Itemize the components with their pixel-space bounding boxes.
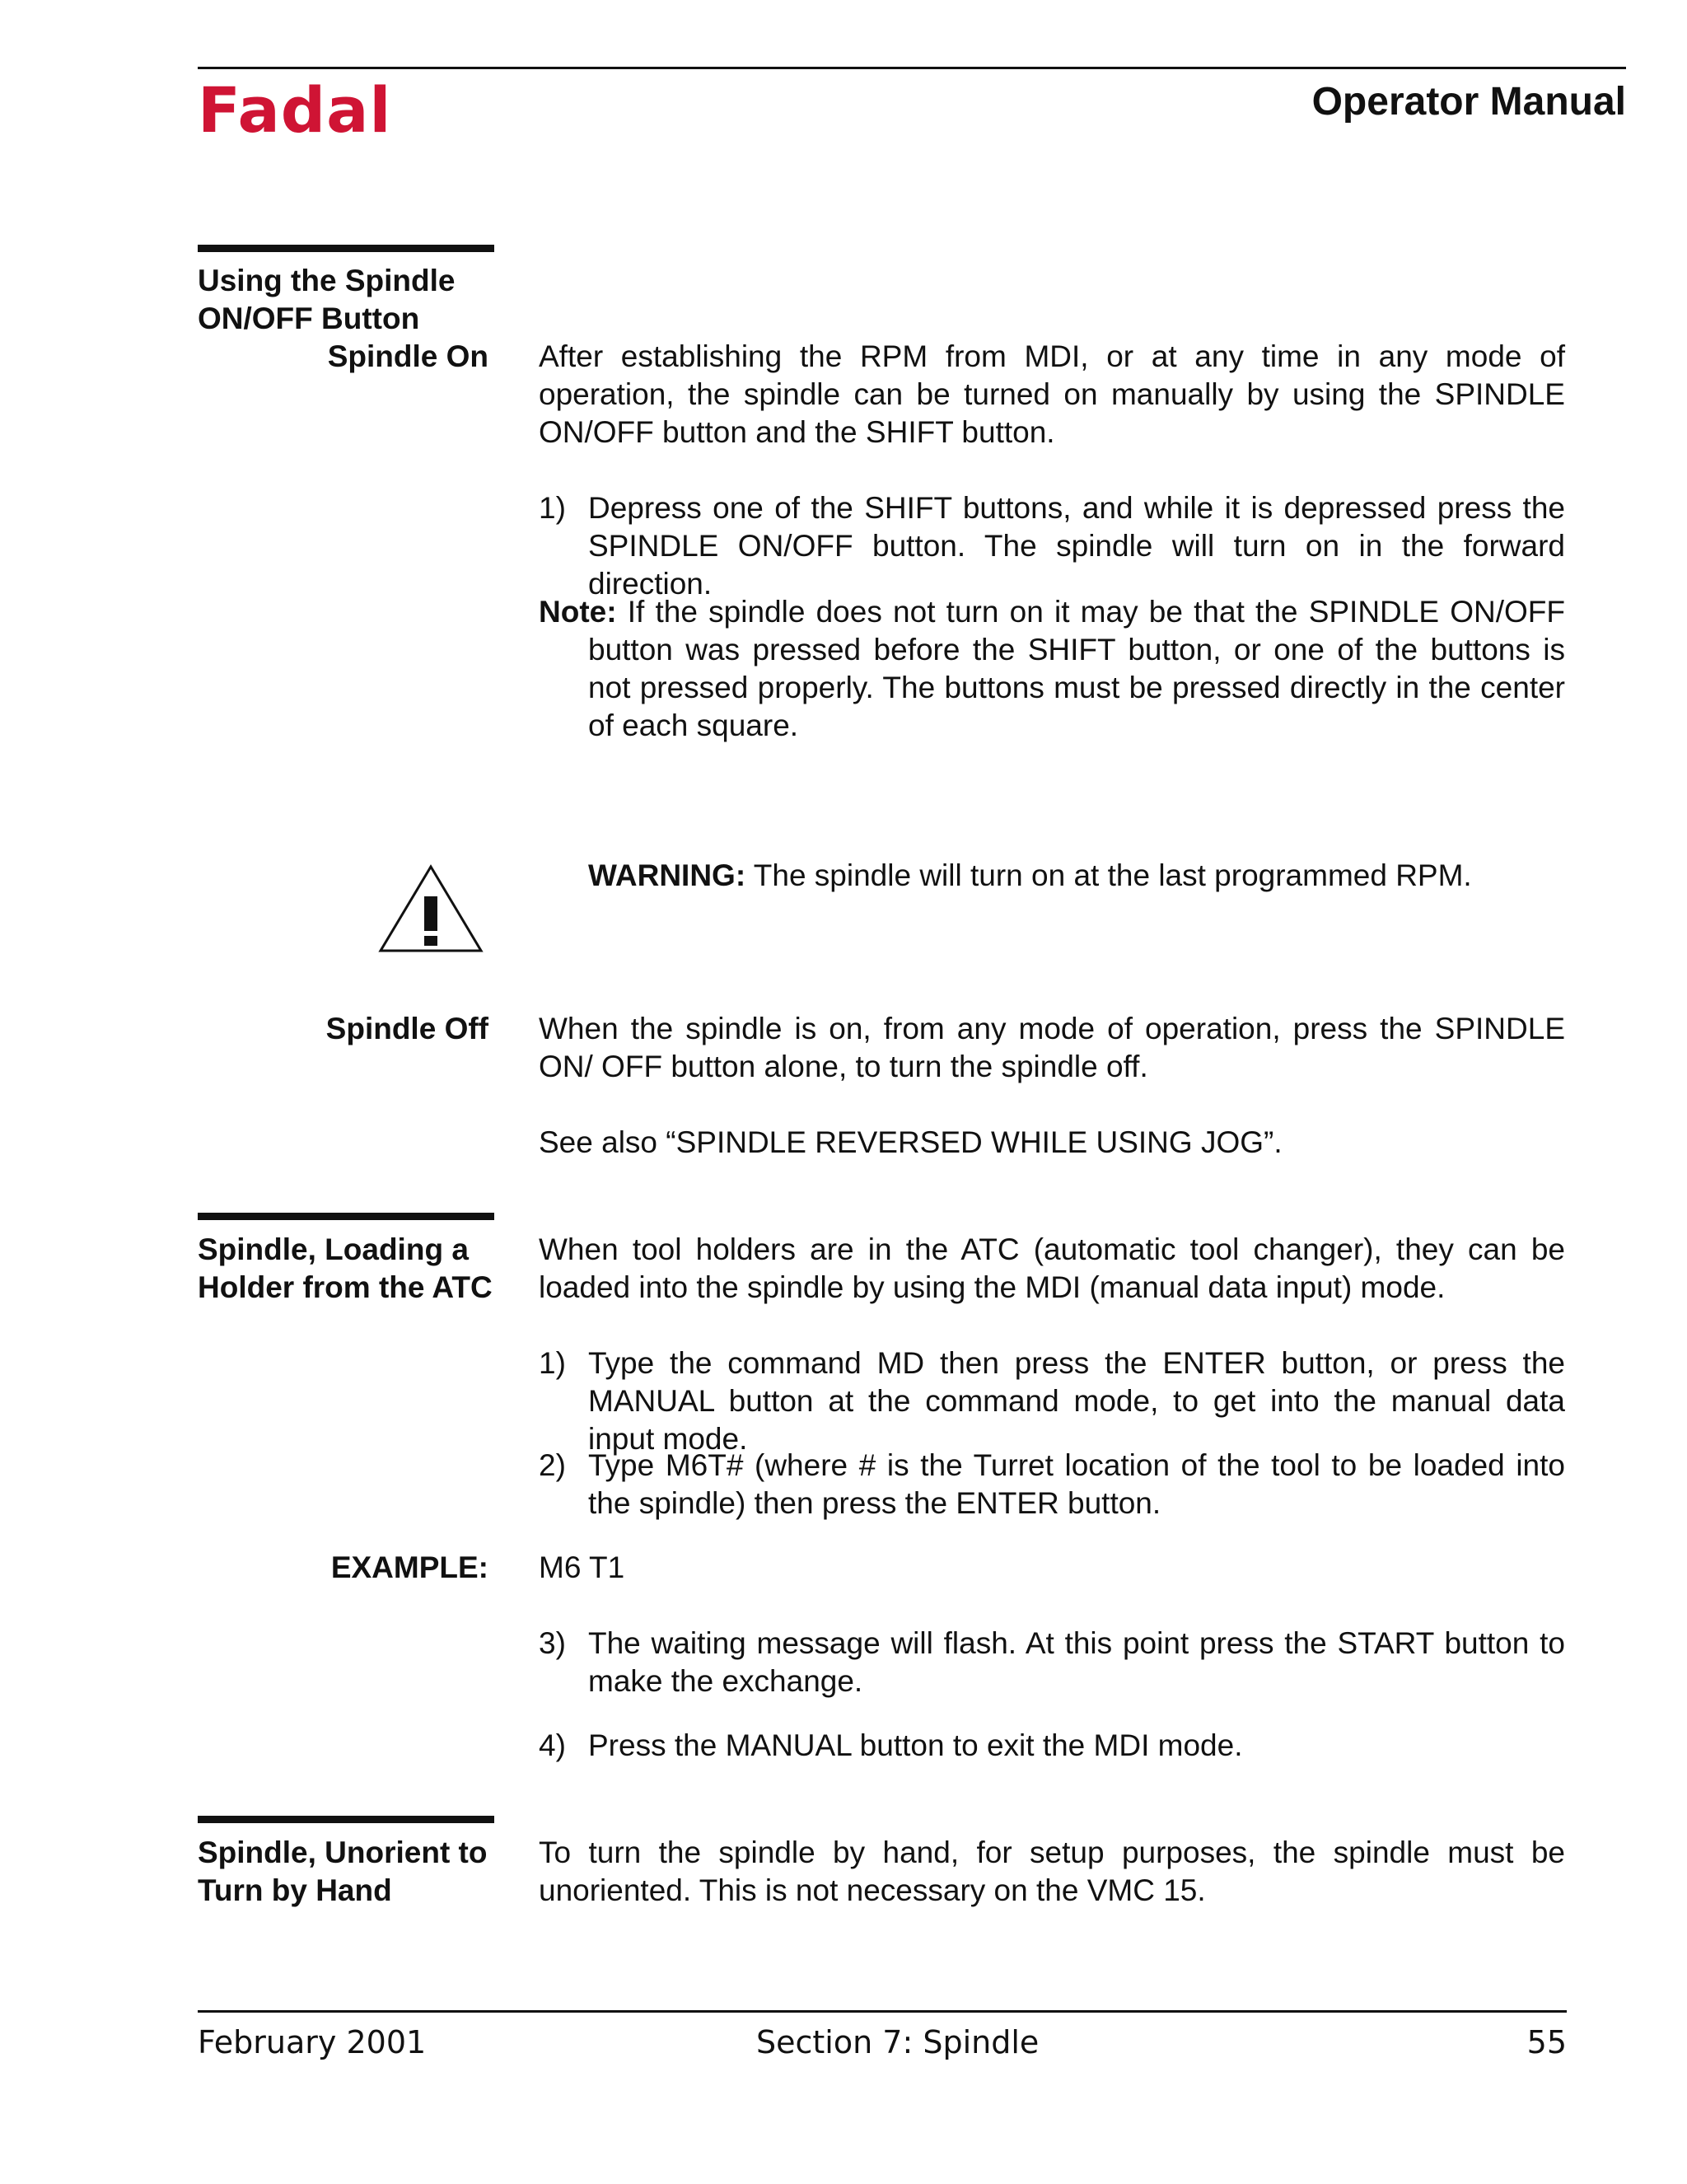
list-text: Type the command MD then press the ENTER button, or press the MANUAL button at the command mode, to get into the manual data input mode.	[588, 1346, 1565, 1456]
section-rule	[198, 1213, 494, 1220]
note-paragraph	[539, 593, 1565, 745]
header-rule	[198, 67, 1626, 69]
list-text: Depress one of the SHIFT buttons, and while it is depressed press the SPINDLE ON/OFF button. The spindle will turn on in the forward direction.	[588, 491, 1565, 601]
list-item	[539, 489, 1565, 603]
list-number: 4)	[539, 1728, 566, 1762]
section-rule	[198, 245, 494, 252]
brand-logo: Fadal	[198, 73, 392, 147]
heading-line: Using the Spindle	[198, 264, 456, 297]
footer-date: February 2001	[198, 2024, 427, 2060]
footer-section: Section 7: Spindle	[756, 2024, 1040, 2060]
subheading-spindle-off: Spindle Off	[325, 1012, 488, 1045]
list-number: 3)	[539, 1626, 566, 1660]
list-number: 1)	[539, 1346, 566, 1380]
warning-paragraph	[588, 857, 1565, 895]
section-rule	[198, 1816, 494, 1823]
manual-title: Operator Manual	[1311, 80, 1626, 124]
list-item	[539, 1447, 1565, 1522]
heading-line: Turn by Hand	[198, 1873, 392, 1907]
list-number: 1)	[539, 491, 566, 525]
unorient-paragraph: To turn the spindle by hand, for setup purposes, the spindle must be unoriented. This is not necessary on the VMC 15.	[539, 1836, 1565, 1907]
list-item	[539, 1727, 1565, 1765]
heading-line: Spindle, Unorient to	[198, 1836, 488, 1869]
list-text: Press the MANUAL button to exit the MDI mode.	[588, 1728, 1243, 1762]
section-heading-unorient	[198, 1834, 511, 1910]
page-number: 55	[1526, 2024, 1567, 2060]
subheading-spindle-on: Spindle On	[327, 339, 488, 373]
section-heading-loading-holder	[198, 1231, 511, 1307]
footer-rule	[198, 2010, 1567, 2013]
example-label: EXAMPLE:	[330, 1550, 488, 1584]
heading-line: Holder from the ATC	[198, 1270, 493, 1304]
section-heading-spindle-button	[198, 262, 511, 338]
spindle-on-paragraph: After establishing the RPM from MDI, or at any time in any mode of operation, the spindle can be turned on manually by using the SPINDLE ON/OFF button and the SHIFT button.	[539, 339, 1565, 449]
list-number: 2)	[539, 1448, 566, 1482]
see-also-paragraph: See also “SPINDLE REVERSED WHILE USING JOG”.	[539, 1125, 1283, 1159]
note-label: Note:	[539, 595, 617, 629]
list-text: Type M6T# (where # is the Turret location of the tool to be loaded into the spindle) then press the ENTER button.	[588, 1448, 1565, 1520]
list-item	[539, 1625, 1565, 1700]
list-text: The waiting message will flash. At this point press the START button to make the exchange.	[588, 1626, 1565, 1698]
loading-intro-paragraph: When tool holders are in the ATC (automatic tool changer), they can be loaded into the spindle by using the MDI (manual data input) mode.	[539, 1232, 1565, 1304]
example-value: M6 T1	[539, 1550, 625, 1584]
note-text: If the spindle does not turn on it may be that the SPINDLE ON/OFF button was pressed before the SHIFT button, or one of the buttons is not pressed properly. The buttons must be pressed directly in the center of each square.	[588, 595, 1565, 742]
heading-line: ON/OFF Button	[198, 302, 420, 335]
heading-line: Spindle, Loading a	[198, 1232, 469, 1266]
warning-text: The spindle will turn on at the last programmed RPM.	[745, 858, 1472, 892]
list-item	[539, 1345, 1565, 1458]
warning-label: WARNING:	[588, 858, 746, 892]
warning-triangle-icon	[377, 863, 484, 954]
spindle-off-paragraph: When the spindle is on, from any mode of operation, press the SPINDLE ON/ OFF button alone, to turn the spindle off.	[539, 1012, 1565, 1083]
